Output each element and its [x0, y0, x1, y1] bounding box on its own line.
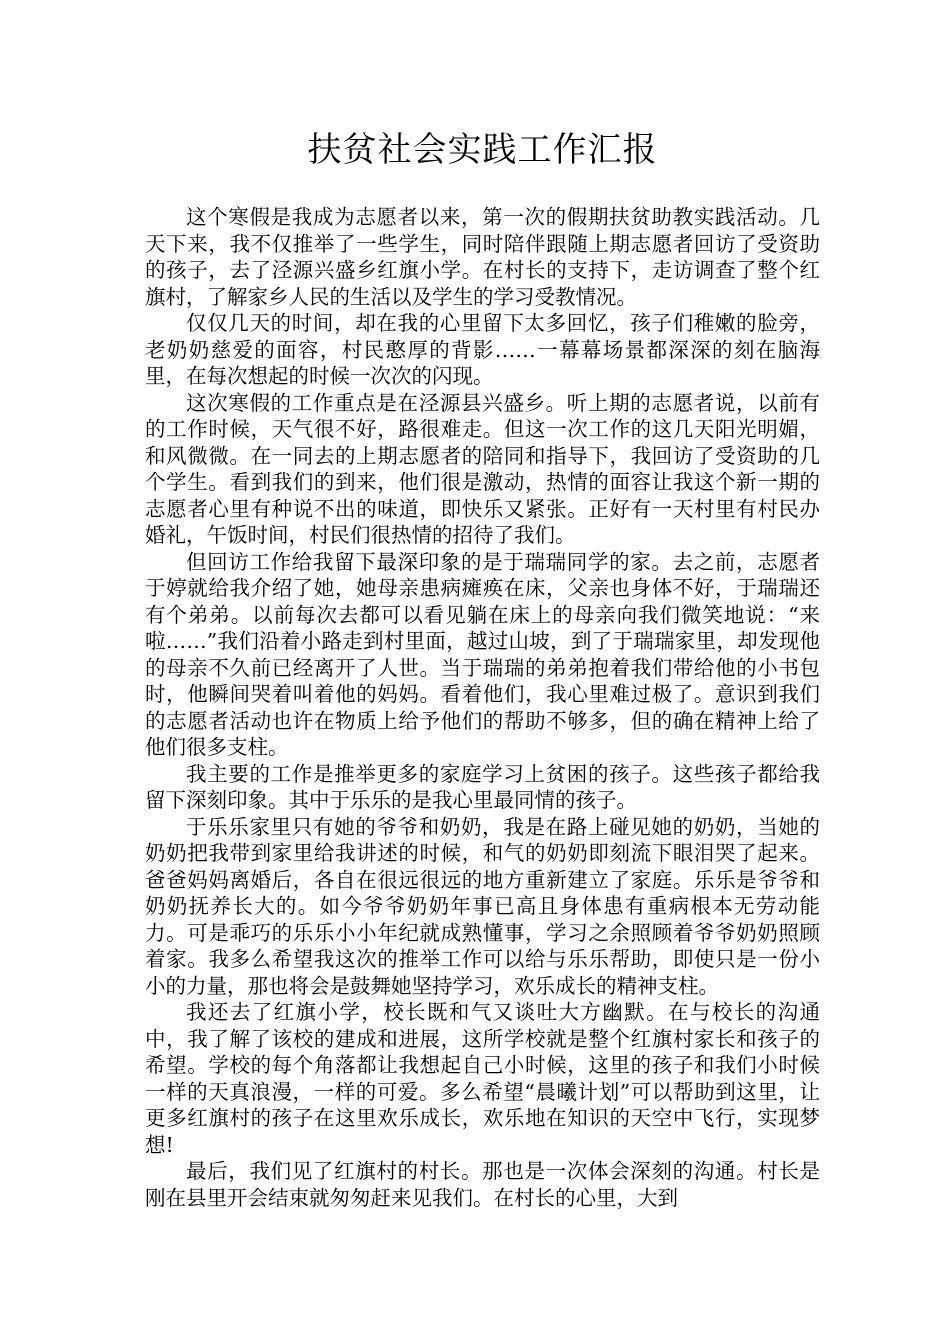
body-paragraph-1: 这个寒假是我成为志愿者以来，第一次的假期扶贫助教实践活动。几天下来，我不仅推举了一些学生，同时陪伴跟随上期志愿者回访了受资助的孩子，去了泾源兴盛乡红旗小学。在村长的支持下，走访调查了整个红旗村，了解家乡人民的生活以及学生的学习受教情况。	[145, 205, 820, 309]
body-paragraph-3: 这次寒假的工作重点是在泾源县兴盛乡。听上期的志愿者说，以前有的工作时候，天气很不好，路很难走。但这一次工作的这几天阳光明媚，和风微微。在一同去的上期志愿者的陪同和指导下，我回访了受资助的几个学生。看到我们的到来，他们很是激动，热情的面容让我这个新一期的志愿者心里有种说不出的味道，即快乐又紧张。正好有一天村里有村民办婚礼，午饭时间，村民们很热情的招待了我们。	[145, 390, 820, 547]
body-paragraph-4: 但回访工作给我留下最深印象的是于瑞瑞同学的家。去之前，志愿者于婷就给我介绍了她，她母亲患病瘫痪在床，父亲也身体不好，于瑞瑞还有个弟弟。以前每次去都可以看见躺在床上的母亲向我们微笑地说：“来啦……”我们沿着小路走到村里面，越过山坡，到了于瑞瑞家里，却发现他的母亲不久前已经离开了人世。当于瑞瑞的弟弟抱着我们带给他的小书包时，他瞬间哭着叫着他的妈妈。看着他们，我心里难过极了。意识到我们的志愿者活动也许在物质上给予他们的帮助不够多，但的确在精神上给了他们很多支柱。	[145, 549, 820, 759]
document-page	[145, 126, 820, 1211]
body-paragraph-5: 我主要的工作是推举更多的家庭学习上贫困的孩子。这些孩子都给我留下深刻印象。其中于乐乐的是我心里最同情的孩子。	[145, 761, 820, 812]
body-paragraph-8: 最后，我们见了红旗村的村长。那也是一次体会深刻的沟通。村长是刚在县里开会结束就匆匆赶来见我们。在村长的心里，大到	[145, 1159, 820, 1210]
body-paragraph-6: 于乐乐家里只有她的爷爷和奶奶，我是在路上碰见她的奶奶，当她的奶奶把我带到家里给我讲述的时候，和气的奶奶即刻流下眼泪哭了起来。爸爸妈妈离婚后，各自在很远很远的地方重新建立了家庭。乐乐是爷爷和奶奶抚养长大的。如今爷爷奶奶年事已高且身体患有重病根本无劳动能力。可是乖巧的乐乐小小年纪就成熟懂事，学习之余照顾着爷爷奶奶照顾着家。我多么希望我这次的推举工作可以给与乐乐帮助，即使只是一份小小的力量，那也将会是鼓舞她坚持学习，欢乐成长的精神支柱。	[145, 814, 820, 998]
body-paragraph-7: 我还去了红旗小学，校长既和气又谈吐大方幽默。在与校长的沟通中，我了解了该校的建成和进展，这所学校就是整个红旗村家长和孩子的希望。学校的每个角落都让我想起自己小时候，这里的孩子和我们小时候一样的天真浪漫，一样的可爱。多么希望“晨曦计划”可以帮助到这里，让更多红旗村的孩子在这里欢乐成长，欢乐地在知识的天空中飞行，实现梦想!	[145, 1000, 820, 1157]
document-title: 扶贫社会实践工作汇报	[307, 130, 658, 170]
document-body	[145, 204, 820, 1211]
body-paragraph-2: 仅仅几天的时间，却在我的心里留下太多回忆，孩子们稚嫩的脸旁，老奶奶慈爱的面容，村民憨厚的背影……一幕幕场景都深深的刻在脑海里，在每次想起的时候一次次的闪现。	[145, 311, 820, 388]
